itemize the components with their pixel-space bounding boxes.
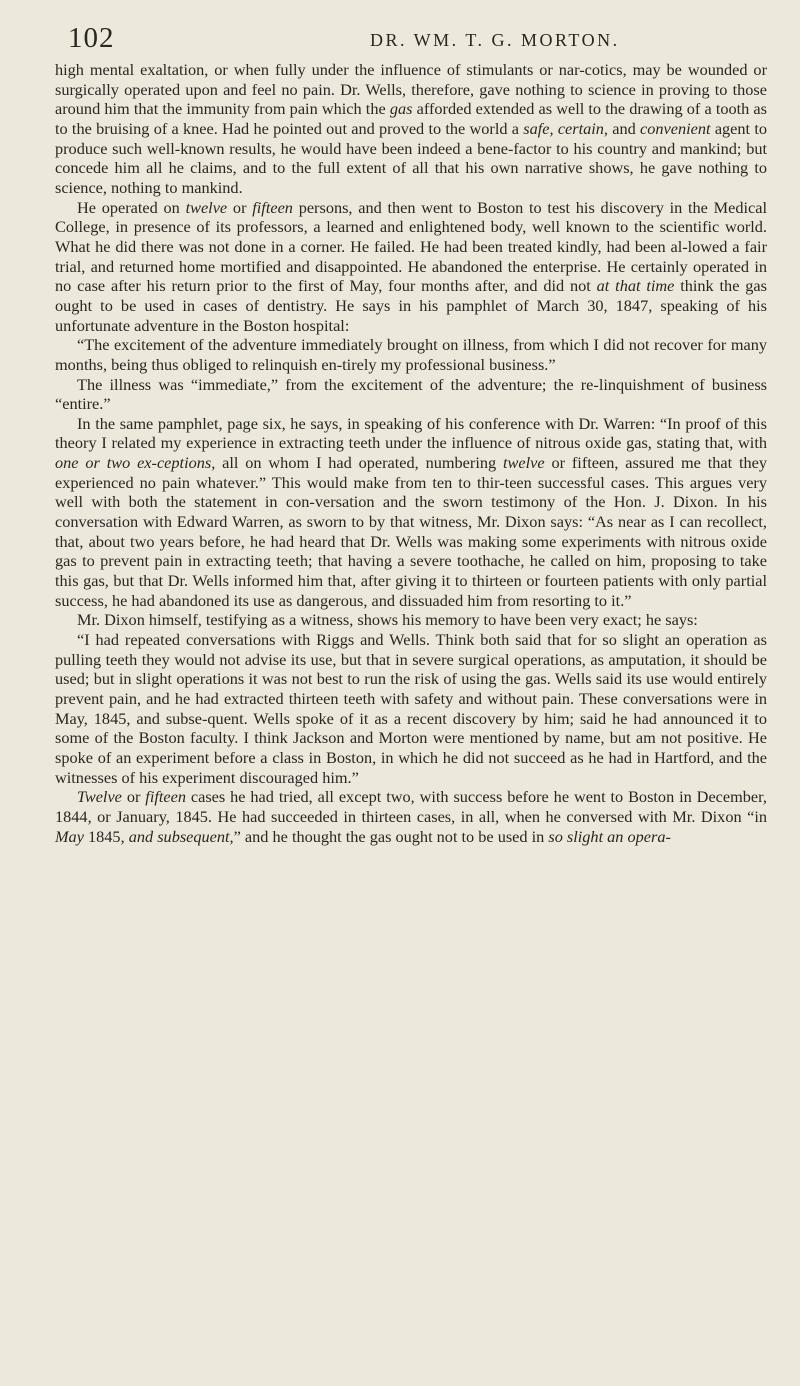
page-header bbox=[68, 22, 748, 62]
italic-text: twelve bbox=[185, 197, 228, 217]
italic-text: fifteen bbox=[252, 197, 293, 217]
paragraph bbox=[55, 375, 767, 414]
text-run: or bbox=[121, 787, 146, 807]
paragraph bbox=[55, 610, 767, 630]
text-run: high mental exaltation, or when fully under the influence of stimulants or nar-cotics, may be wounded or surgically operated upon and feel no pain. Dr. Wells, therefore, gave nothing to science in proving to those around him that the immunity from pain which the bbox=[55, 60, 767, 119]
paragraph bbox=[55, 787, 767, 846]
text-run: Mr. Dixon himself, testifying as a witness, shows his memory to have been very exact; he says: bbox=[77, 610, 698, 630]
italic-text: May bbox=[55, 826, 84, 846]
italic-text: gas bbox=[389, 99, 413, 119]
text-run: or fifteen, assured me that they experienced no pain whatever.” This would make from ten to thir-teen successful cases. This argues very well with both the statement in con-versation and the sworn testimony of the Hon. J. Dixon. In his conversation with Edward Warren, as sworn to by that witness, Mr. Dixon says: “As near as I can recollect, that, about two years before, he had heard that Dr. Wells was making some experiments with nitrous oxide gas to prevent pain in extracting teeth; that having a severe toothache, he called on him, proposing to take this gas, but that Dr. Wells informed him that, after giving it to thirteen or fourteen patients with only partial success, he had abandoned its use as dangerous, and dissuaded him from resorting to it.” bbox=[55, 453, 768, 610]
italic-text: safe, certain, bbox=[523, 118, 609, 138]
italic-text: at that time bbox=[596, 276, 675, 296]
text-run: The illness was “immediate,” from the excitement of the adventure; the re-linquishment of business “entire.” bbox=[55, 374, 767, 414]
italic-text: one or two ex-ceptions, bbox=[55, 453, 216, 473]
paragraph bbox=[55, 335, 767, 374]
text-run: persons, and then went to Boston to test his discovery in the Medical College, in presence of its professors, a learned and enlightened body, well known to the scientific world. What he did there was not done in a corner. He failed. He had been treated kindly, had been al-lowed a fair trial, and returned home mortified and disappointed. He abandoned the enterprise. He certainly operated in no case after his return prior to the first of May, four months after, and did not bbox=[55, 197, 768, 296]
page-number: 102 bbox=[68, 22, 115, 54]
italic-text: twelve bbox=[503, 453, 545, 473]
italic-text: so slight an opera- bbox=[548, 826, 671, 846]
text-run: “I had repeated conversations with Riggs and Wells. Think both said that for so slight an operation as pulling teeth they would not advise its use, but that in severe surgical operations, as amputation, it should be used; but in slight operations it was not best to run the risk of using the gas. Wells said its use would entirely prevent pain, and he had extracted thirteen teeth with safety and without pain. These conversations were in May, 1845, and subse-quent. Wells spoke of it as a recent discovery by him; said he had announced it to some of the Boston faculty. I think Jackson and Morton were mentioned by name, but am not positive. He spoke of an experiment before a class in Boston, in which he did not succeed as he had in Hartford, and the witnesses of his experiment discouraged him.” bbox=[55, 630, 767, 787]
italic-text: fifteen bbox=[145, 787, 186, 807]
italic-text: convenient bbox=[640, 118, 711, 138]
text-run: agent to produce such well-known results, he would have been indeed a bene-factor to his country and mankind; but concede him all he claims, and to the full extent of all that his own narrative shows, he gave nothing to science, nothing to mankind. bbox=[55, 118, 767, 197]
text-run: ” and he thought the gas ought not to be used in bbox=[233, 826, 549, 846]
italic-text: Twelve bbox=[77, 787, 122, 807]
paragraph bbox=[55, 414, 767, 611]
italic-text: and subsequent, bbox=[128, 826, 234, 846]
text-run: afforded extended as well to the drawing of a tooth as to the bruising of a knee. Had he pointed out and proved to the world a bbox=[55, 99, 767, 138]
paragraph bbox=[55, 60, 767, 198]
text-run: In the same pamphlet, page six, he says, in speaking of his conference with Dr. Warren: “In proof of this theory I related my experience in extracting teeth under the influence of nitrous oxide gas, stating that, with bbox=[55, 413, 767, 453]
text-run: “The excitement of the adventure immediately brought on illness, from which I did not recover for many months, being thus obliged to relinquish en-tirely my professional business.” bbox=[55, 335, 767, 374]
paragraph bbox=[55, 630, 767, 787]
text-run: He operated on bbox=[77, 197, 186, 217]
text-run: all on whom I had operated, numbering bbox=[215, 453, 503, 473]
body-text bbox=[55, 60, 767, 846]
text-run: think the gas ought to be used in cases of dentistry. He says in his pamphlet of March 30, 1847, speaking of his unfortunate adventure in the Boston hospital: bbox=[55, 276, 767, 335]
running-head: DR. WM. T. G. MORTON. bbox=[370, 30, 620, 50]
text-run: 1845, bbox=[83, 826, 129, 846]
paragraph bbox=[55, 198, 767, 336]
text-run: or bbox=[227, 197, 253, 217]
text-run: and bbox=[608, 118, 641, 138]
text-run: cases he had tried, all except two, with success before he went to Boston in December, 1844, or January, 1845. He had succeeded in thirteen cases, in all, when he conversed with Mr. Dixon “in bbox=[55, 787, 767, 826]
